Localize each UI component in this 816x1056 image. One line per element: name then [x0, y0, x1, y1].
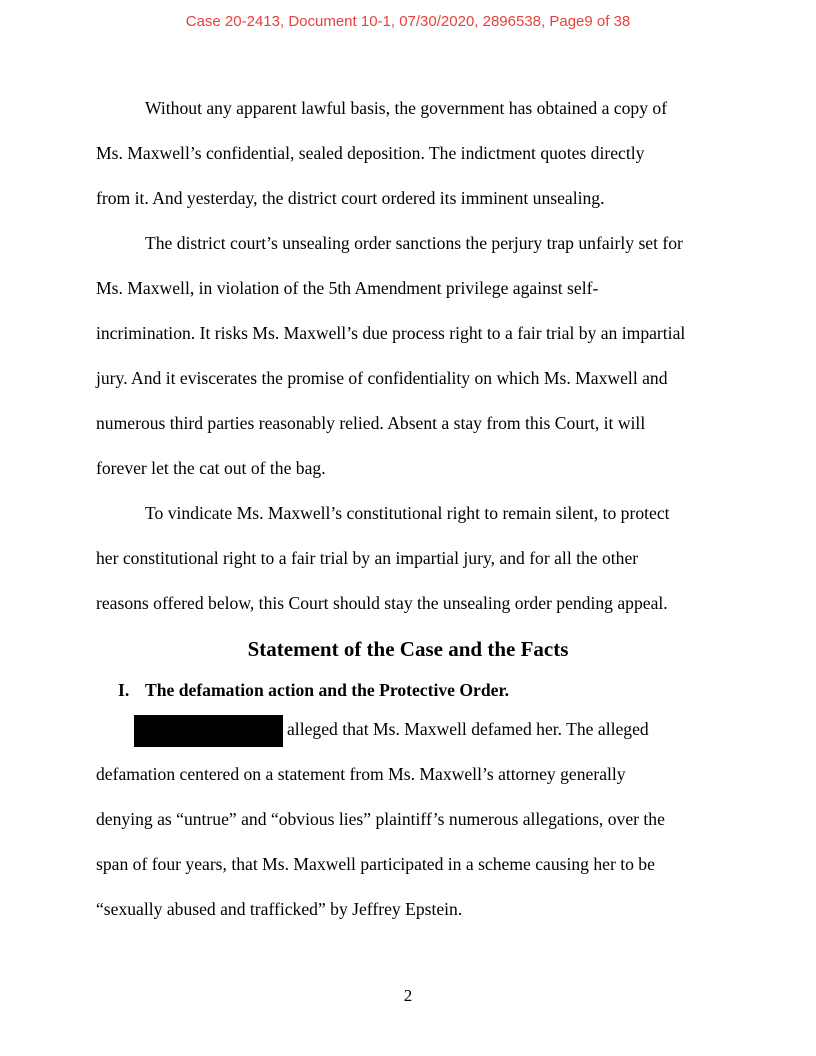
text-line: incrimination. It risks Ms. Maxwell’s due process right to a fair trial by an impartial — [96, 323, 686, 343]
text-line: from it. And yesterday, the district court ordered its imminent unsealing. — [96, 188, 605, 208]
text-line: To vindicate Ms. Maxwell’s constitutional right to remain silent, to protect — [145, 503, 670, 523]
text-line: denying as “untrue” and “obvious lies” plaintiff’s numerous allegations, over the — [96, 809, 665, 829]
text-line: “sexually abused and trafficked” by Jeffrey Epstein. — [96, 899, 463, 919]
text-line: Ms. Maxwell, in violation of the 5th Amendment privilege against self- — [96, 278, 599, 298]
text-line: The district court’s unsealing order sanctions the perjury trap unfairly set for — [145, 233, 683, 253]
page-number: 2 — [403, 986, 413, 1005]
subsection-number: I. — [118, 680, 130, 700]
text-line: numerous third parties reasonably relied. Absent a stay from this Court, it will — [96, 413, 646, 433]
case-header-stamp: Case 20-2413, Document 10-1, 07/30/2020, 2896538, Page9 of 38 — [185, 13, 631, 30]
text-line: alleged that Ms. Maxwell defamed her. The alleged — [287, 719, 649, 739]
text-line: defamation centered on a statement from Ms. Maxwell’s attorney generally — [96, 764, 626, 784]
section-heading: Statement of the Case and the Facts — [247, 637, 569, 661]
redaction-block — [134, 715, 283, 747]
text-line: Without any apparent lawful basis, the government has obtained a copy of — [145, 98, 668, 118]
text-line: span of four years, that Ms. Maxwell participated in a scheme causing her to be — [96, 854, 655, 874]
subsection-heading — [118, 680, 509, 701]
subsection-title: The defamation action and the Protective Order. — [145, 680, 510, 700]
text-line: reasons offered below, this Court should stay the unsealing order pending appeal. — [96, 593, 668, 613]
text-line: her constitutional right to a fair trial by an impartial jury, and for all the other — [96, 548, 639, 568]
text-line: Ms. Maxwell’s confidential, sealed deposition. The indictment quotes directly — [96, 143, 645, 163]
text-line: forever let the cat out of the bag. — [96, 458, 326, 478]
text-line: jury. And it eviscerates the promise of confidentiality on which Ms. Maxwell and — [96, 368, 668, 388]
